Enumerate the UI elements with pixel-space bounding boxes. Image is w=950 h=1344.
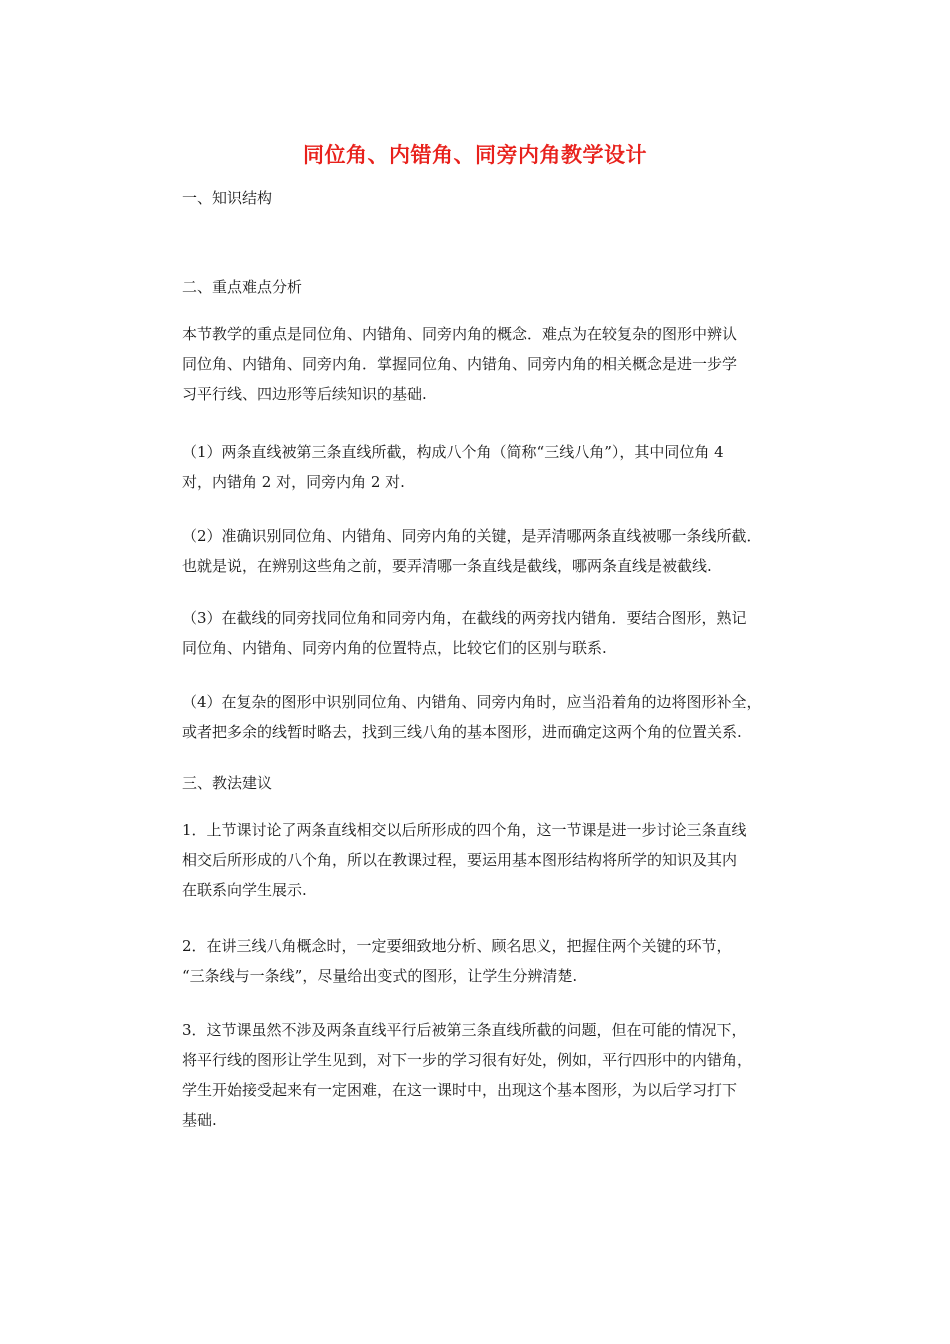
text-line: 也就是说，在辨别这些角之前，要弄清哪一条直线是截线，哪两条直线是被截线. <box>182 557 712 575</box>
text-line: 2．在讲三线八角概念时，一定要细致地分析、顾名思义，把握住两个关键的环节， <box>182 937 732 955</box>
text-line: 同位角、内错角、同旁内角的位置特点，比较它们的区别与联系. <box>182 639 607 657</box>
paragraph-suggestion-2 <box>182 931 832 991</box>
text-line: 同位角、内错角、同旁内角．掌握同位角、内错角、同旁内角的相关概念是进一步学 <box>182 355 738 373</box>
text-line: 基础. <box>182 1111 217 1129</box>
paragraph-point-1 <box>182 437 832 497</box>
document-title: 同位角、内错角、同旁内角教学设计 <box>303 143 647 167</box>
text-line: 对，内错角 2 对，同旁内角 2 对. <box>182 473 405 491</box>
text-line: （4）在复杂的图形中识别同位角、内错角、同旁内角时，应当沿着角的边将图形补全， <box>182 693 762 711</box>
section-heading-teaching-suggestions: 三、教法建议 <box>182 774 273 792</box>
text-line: 将平行线的图形让学生见到，对下一步的学习很有好处，例如，平行四形中的内错角， <box>182 1051 753 1069</box>
section-heading-key-difficulties: 二、重点难点分析 <box>182 278 303 296</box>
paragraph-point-4 <box>182 687 832 747</box>
text-line: 学生开始接受起来有一定困难，在这一课时中，出现这个基本图形，为以后学习打下 <box>182 1081 738 1099</box>
paragraph-suggestion-1 <box>182 815 832 905</box>
text-line: （3）在截线的同旁找同位角和同旁内角，在截线的两旁找内错角．要结合图形，熟记 <box>182 609 747 627</box>
text-line: 习平行线、四边形等后续知识的基础. <box>182 385 427 403</box>
paragraph-point-2 <box>182 521 832 581</box>
paragraph-suggestion-3 <box>182 1015 832 1135</box>
text-line: 相交后所形成的八个角，所以在教课过程，要运用基本图形结构将所学的知识及其内 <box>182 851 738 869</box>
text-line: 1．上节课讨论了两条直线相交以后所形成的四个角，这一节课是进一步讨论三条直线 <box>182 821 747 839</box>
paragraph-point-3 <box>182 603 832 663</box>
text-line: （2）准确识别同位角、内错角、同旁内角的关键，是弄清哪两条直线被哪一条线所截． <box>182 527 762 545</box>
text-line: （1）两条直线被第三条直线所截，构成八个角（简称“三线八角”），其中同位角 4 <box>182 443 724 461</box>
text-line: 在联系向学生展示. <box>182 881 307 899</box>
text-line: “三条线与一条线”，尽量给出变式的图形，让学生分辨清楚. <box>182 967 578 985</box>
paragraph-key-difficulties-intro <box>182 319 832 409</box>
text-line: 3．这节课虽然不涉及两条直线平行后被第三条直线所截的问题，但在可能的情况下， <box>182 1021 747 1039</box>
text-line: 或者把多余的线暂时略去，找到三线八角的基本图形，进而确定这两个角的位置关系. <box>182 723 742 741</box>
section-heading-knowledge-structure: 一、知识结构 <box>182 189 273 207</box>
text-line: 本节教学的重点是同位角、内错角、同旁内角的概念．难点为在较复杂的图形中辨认 <box>182 325 738 343</box>
